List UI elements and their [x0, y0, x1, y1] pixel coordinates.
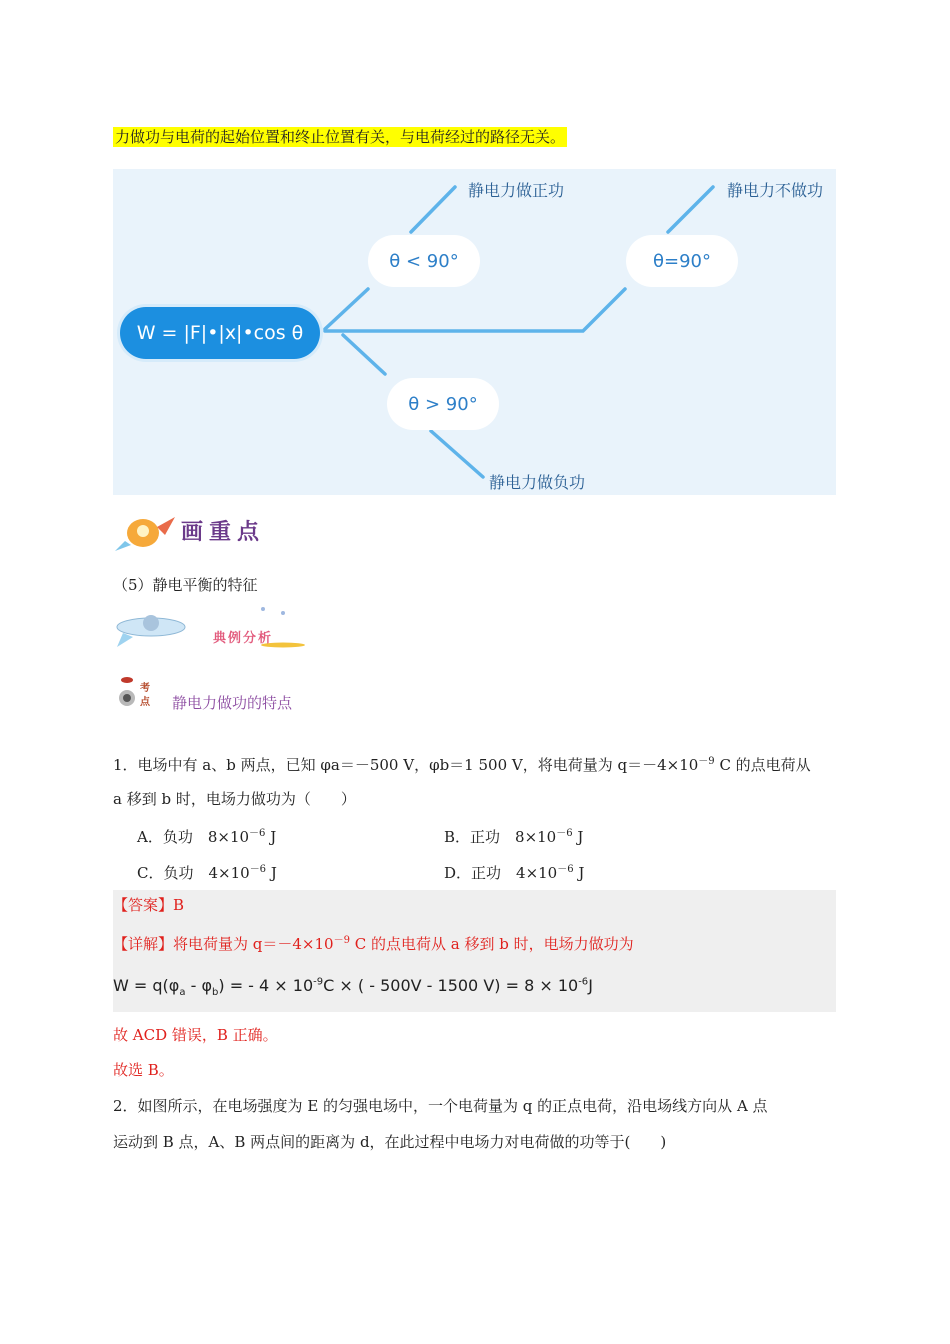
angle-less-than-90-node: θ < 90° [368, 235, 480, 287]
work-mindmap [113, 169, 836, 495]
option-a: A．负功 $8\times 10^{-6}$ J [137, 828, 277, 846]
answer-label: 【答案】B [113, 896, 185, 914]
no-work-label: 静电力不做功 [727, 181, 824, 200]
exam-point-badge [113, 674, 173, 722]
angle-greater-than-90-node: θ > 90° [387, 378, 499, 430]
positive-work-label: 静电力做正功 [468, 181, 565, 200]
key-points-label: 画重点 [181, 520, 266, 545]
work-formula-node: W = |F|•|x|•cos θ [120, 307, 320, 359]
work-calculation-formula: $W = q(\varphi_a - \varphi_b)$ = - $4 \times 10^{-9}C$ × ( - 500V - 1500 $V) = 8 \times 10^{-6}J$ [113, 976, 593, 998]
example-analysis-badge [113, 603, 313, 651]
robot-icon [113, 674, 143, 718]
negative-work-label: 静电力做负功 [489, 473, 586, 492]
rocket-icon [113, 507, 183, 553]
section-5-heading: （5）静电平衡的特征 [113, 576, 258, 594]
exam-point-label: 考点 [140, 683, 150, 708]
angle-equal-90-node: θ=90° [626, 235, 738, 287]
option-b: B．正功 $8\times 10^{-6}$ J [444, 828, 584, 846]
question-2-line-1: 2．如图所示，在电场强度为 E 的匀强电场中，一个电荷量为 q 的正点电荷，沿电场线方向从 A 点 [113, 1097, 768, 1115]
answer-detail: 【详解】将电荷量为 $q=-4\times 10^{-9}$ C 的点电荷从 a 移到 b 时，电场力做功为 [113, 935, 634, 953]
example-analysis-label: 典例分析 [213, 631, 274, 646]
exam-point-title: 静电力做功的特点 [172, 694, 293, 712]
answer-conclusion-1: 故 ACD 错误，B 正确。 [113, 1026, 278, 1044]
key-points-badge [113, 507, 283, 553]
question-2-line-2: 运动到 B 点，A、B 两点间的距离为 d，在此过程中电场力对电荷做的功等于( ) [113, 1133, 667, 1151]
option-c: C．负功 $4\times 10^{-6}$ J [137, 864, 277, 882]
answer-conclusion-2: 故选 B。 [113, 1061, 174, 1079]
question-1-line-2: a 移到 b 时，电场力做功为（ ） [113, 790, 356, 808]
option-d: D．正功 $4\times 10^{-6}$ J [444, 864, 585, 882]
highlighted-sentence: 力做功与电荷的起始位置和终止位置有关，与电荷经过的路径无关。 [115, 128, 566, 146]
question-1-line-1: 1．电场中有 a、b 两点，已知 φa＝－500 V，φb＝1 500 V，将电荷量为 $q=-4\times 10^{-9}$ C 的点电荷从 [113, 756, 811, 774]
